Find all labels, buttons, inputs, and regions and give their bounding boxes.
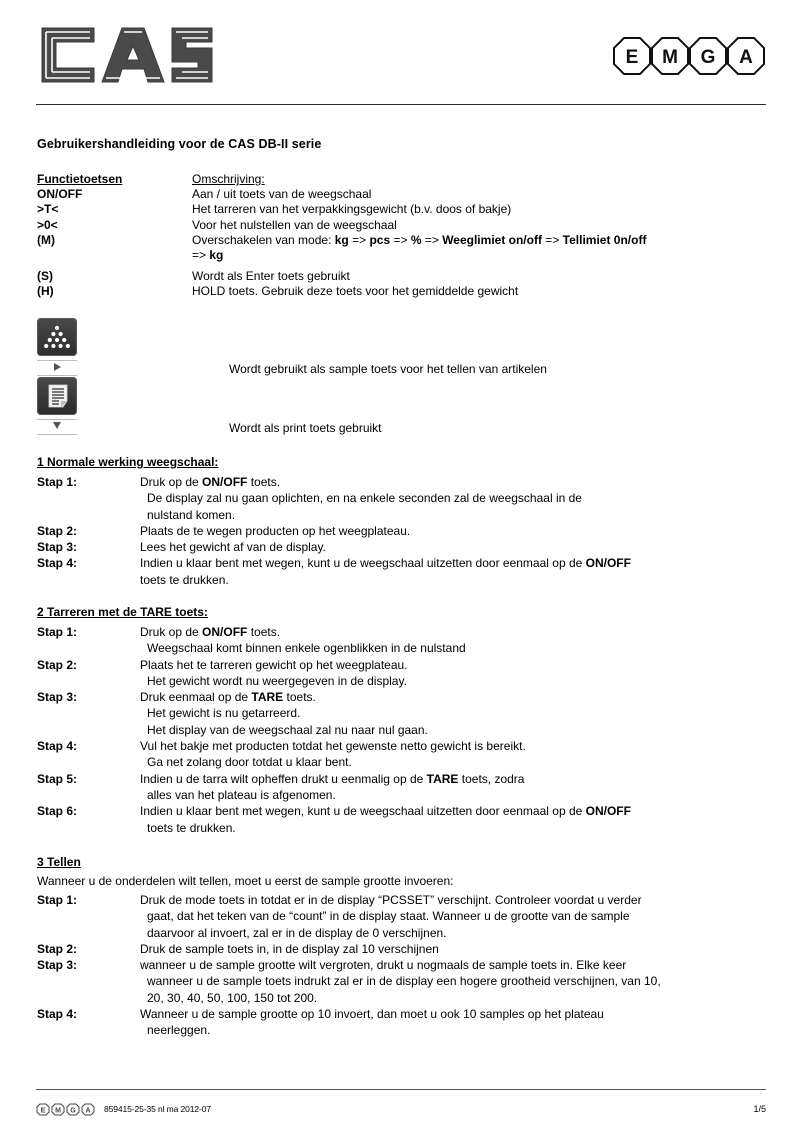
function-key-label: >T<	[37, 202, 59, 217]
print-key-icon	[37, 377, 77, 415]
section-3-steps	[37, 892, 769, 1039]
section-heading-counting: 3 Tellen	[37, 855, 81, 869]
step-label: Stap 1:	[37, 893, 78, 907]
function-key-description: HOLD toets. Gebruik deze toets voor het gemiddelde gewicht	[192, 284, 519, 299]
column-header-function-keys: Functietoetsen	[37, 172, 123, 186]
chevron-down-icon	[53, 422, 61, 429]
step-row	[37, 689, 769, 705]
section-1-steps	[37, 474, 769, 588]
function-key-description: Het tarreren van het verpakkingsgewicht (b.v. doos of bakje)	[192, 202, 512, 217]
step-text: Lees het gewicht af van de display.	[140, 540, 326, 555]
step-continuation: De display zal nu gaan oplichten, en na enkele seconden zal de weegschaal in de	[147, 491, 582, 506]
step-key-emphasis: TARE	[251, 690, 284, 705]
step-text: wanneer u de sample grootte wilt vergroten, drukt u nogmaals de sample toets in. Elke keer	[140, 958, 627, 973]
function-key-description: Voor het nulstellen van de weegschaal	[192, 217, 397, 232]
section-heading-normal-operation: 1 Normale werking weegschaal:	[37, 455, 219, 469]
section-heading-tare: 2 Tarreren met de TARE toets:	[37, 605, 208, 619]
emga-letter-g: G	[700, 47, 716, 68]
table-row	[37, 233, 767, 263]
step-continuation: Het display van de weegschaal zal nu naar nul gaan.	[147, 722, 428, 737]
table-row	[37, 218, 767, 233]
emga-letter-e: E	[625, 47, 639, 68]
mode-value-kg: kg	[334, 232, 349, 247]
chevron-right-icon	[54, 363, 61, 371]
footer-divider	[36, 1089, 766, 1090]
step-key-emphasis: ON/OFF	[585, 556, 631, 571]
function-key-description	[192, 233, 752, 263]
table-row	[37, 269, 767, 284]
step-row	[37, 657, 769, 673]
special-keys-block	[37, 316, 767, 444]
mode-arrow: =>	[390, 232, 411, 247]
section-2-steps	[37, 624, 769, 836]
step-row	[37, 523, 769, 539]
step-text: Druk de mode toets in totdat er in de display “PCSSET” verschijnt. Controleer voordat u verder	[140, 893, 642, 907]
step-continuation: neerleggen.	[147, 1023, 211, 1038]
mode-value-percent: %	[410, 232, 422, 247]
step-continuation: Ga net zolang door totdat u klaar bent.	[147, 755, 352, 770]
step-row	[37, 624, 769, 640]
header-divider	[36, 104, 766, 105]
step-continuation: toets te drukken.	[147, 820, 236, 835]
step-text	[140, 689, 769, 705]
function-key-description: Wordt als Enter toets gebruikt	[192, 269, 350, 284]
mode-desc-prefix: Overschakelen van mode:	[192, 232, 335, 247]
step-text-post: toets.	[247, 625, 281, 639]
step-text-post: toets.	[283, 690, 316, 705]
step-continuation: toets te drukken.	[140, 572, 229, 587]
function-key-label: (H)	[37, 284, 54, 299]
step-key-emphasis: TARE	[426, 771, 459, 786]
footer-document-code: 859415-25-35 nl ma 2012-07	[104, 1104, 212, 1114]
sample-key-underline-lower	[37, 375, 77, 376]
step-text-pre: Druk op de	[140, 625, 203, 639]
step-row	[37, 474, 769, 490]
footer-page-number: 1/5	[753, 1104, 766, 1114]
step-label: Stap 4:	[37, 1007, 78, 1022]
page-title: Gebruikershandleiding voor de CAS DB-II serie	[37, 137, 322, 151]
step-key-emphasis: ON/OFF	[202, 625, 248, 639]
step-row	[37, 1006, 769, 1022]
step-row	[37, 892, 769, 908]
step-text: Wanneer u de sample grootte op 10 invoert, dan moet u ook 10 samples op het plateau	[140, 1007, 604, 1022]
mode-value-kg: kg	[209, 248, 224, 263]
step-label: Stap 2:	[37, 941, 78, 956]
step-text	[140, 474, 769, 490]
function-key-label: >0<	[37, 217, 58, 232]
emga-logo	[612, 36, 766, 76]
function-key-label: ON/OFF	[37, 187, 83, 202]
mode-arrow: =>	[421, 232, 443, 247]
step-row	[37, 539, 769, 555]
step-label: Stap 3:	[37, 690, 78, 705]
step-continuation: nulstand komen.	[147, 507, 236, 522]
sample-count-key-icon	[37, 318, 77, 356]
step-text: Vul het bakje met producten totdat het gewenste netto gewicht is bereikt.	[140, 739, 526, 754]
sample-key-underline	[37, 360, 77, 361]
footer-letter-e: E	[40, 1107, 46, 1114]
step-label: Stap 6:	[37, 804, 78, 819]
step-text	[140, 624, 769, 640]
step-row	[37, 957, 769, 973]
step-text	[140, 771, 769, 787]
footer-emga-logo	[36, 1103, 98, 1116]
table-row	[37, 284, 767, 299]
section-3-intro: Wanneer u de onderdelen wilt tellen, moet u eerst de sample grootte invoeren:	[37, 874, 454, 888]
function-key-label: (M)	[37, 232, 55, 247]
step-label: Stap 1:	[37, 625, 78, 639]
step-text-pre: Indien u klaar bent met wegen, kunt u de weegschaal uitzetten door eenmaal op de	[140, 556, 586, 571]
step-continuation: Het gewicht wordt nu weergegeven in de display.	[147, 673, 407, 688]
footer-letter-m: M	[55, 1107, 61, 1114]
function-key-description: Aan / uit toets van de weegschaal	[192, 187, 372, 202]
step-text	[140, 803, 769, 819]
step-text: Druk de sample toets in, in de display zal 10 verschijnen	[140, 941, 439, 956]
print-key-underline-lower	[37, 434, 77, 435]
step-row	[37, 771, 769, 787]
footer-letter-g: G	[70, 1107, 76, 1114]
step-label: Stap 3:	[37, 540, 78, 555]
step-text-pre: Druk op de	[140, 475, 203, 489]
page-header	[36, 22, 766, 102]
step-text: Plaats het te tarreren gewicht op het weegplateau.	[140, 657, 408, 672]
column-header-description: Omschrijving:	[192, 172, 265, 186]
print-key-underline	[37, 419, 77, 420]
step-row	[37, 941, 769, 957]
step-continuation: 20, 30, 40, 50, 100, 150 tot 200.	[147, 990, 318, 1005]
step-row	[37, 803, 769, 819]
step-text	[140, 555, 769, 571]
step-label: Stap 3:	[37, 958, 78, 973]
step-continuation: Weegschaal komt binnen enkele ogenblikken in de nulstand	[147, 641, 466, 656]
print-key-caption: Wordt als print toets gebruikt	[229, 421, 382, 435]
cas-logo	[36, 22, 216, 88]
step-continuation: wanneer u de sample toets indrukt zal er in de display een hogere grootheid verschijnen, van 10,	[147, 974, 661, 989]
mode-value-pcs: pcs	[369, 232, 391, 247]
table-header-row	[37, 172, 767, 187]
step-text-pre: Indien u de tarra wilt opheffen drukt u eenmalig op de	[140, 771, 427, 786]
step-continuation: gaat, dat het teken van de “count” in de display staat. Wanneer u de grootte van de sample	[147, 909, 630, 924]
function-key-label: (S)	[37, 269, 53, 284]
step-text-pre: Druk eenmaal op de	[140, 690, 252, 705]
step-label: Stap 1:	[37, 475, 78, 489]
step-row	[37, 738, 769, 754]
step-continuation: alles van het plateau is afgenomen.	[147, 787, 336, 802]
step-continuation: daarvoor al invoert, zal er in de display de 0 verschijnen.	[147, 925, 447, 940]
page-footer	[36, 1101, 766, 1117]
step-label: Stap 2:	[37, 523, 78, 538]
table-row	[37, 187, 767, 202]
step-text-post: toets.	[247, 475, 281, 489]
step-row	[37, 555, 769, 571]
mode-value-weeglimiet: Weeglimiet on/off	[442, 232, 542, 247]
mode-arrow: =>	[192, 248, 210, 263]
step-label: Stap 4:	[37, 739, 78, 754]
table-row	[37, 202, 767, 217]
mode-value-tellimiet: Tellimiet 0n/off	[562, 232, 647, 247]
mode-arrow: =>	[348, 232, 370, 247]
sample-key-caption: Wordt gebruikt als sample toets voor het tellen van artikelen	[229, 362, 547, 376]
step-label: Stap 5:	[37, 771, 78, 786]
emga-letter-a: A	[739, 47, 753, 68]
emga-letter-m: M	[662, 47, 678, 68]
mode-arrow: =>	[541, 232, 563, 247]
mode-desc-continuation	[192, 248, 752, 263]
step-label: Stap 4:	[37, 556, 78, 571]
step-key-emphasis: ON/OFF	[202, 475, 248, 489]
step-key-emphasis: ON/OFF	[585, 804, 631, 819]
step-text: Plaats de te wegen producten op het weegplateau.	[140, 523, 411, 538]
step-text-post: toets, zodra	[458, 771, 525, 786]
footer-letter-a: A	[85, 1107, 91, 1114]
step-continuation: Het gewicht is nu getarreerd.	[147, 706, 301, 721]
step-text-pre: Indien u klaar bent met wegen, kunt u de weegschaal uitzetten door eenmaal op de	[140, 804, 586, 819]
step-label: Stap 2:	[37, 657, 78, 672]
function-keys-table	[37, 172, 767, 300]
